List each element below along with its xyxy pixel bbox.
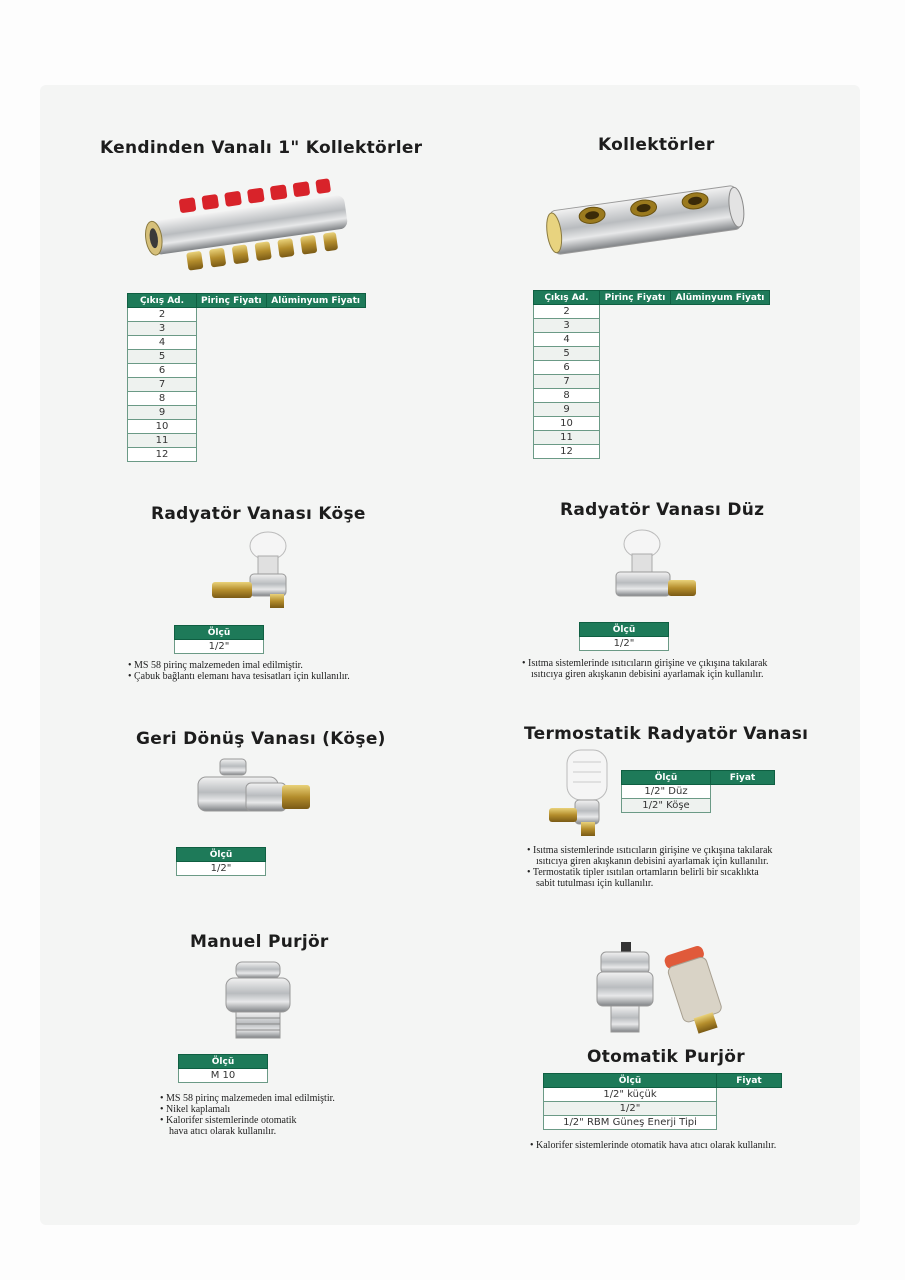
column-header-size: Ölçü — [544, 1074, 717, 1088]
table-cell-outlets: 12 — [534, 445, 600, 459]
section-title-automatic-air-vent: Otomatik Purjör — [587, 1047, 745, 1067]
valved-manifold-image — [143, 172, 353, 280]
table-cell-outlets: 2 — [534, 305, 600, 319]
section-title-manual-air-vent: Manuel Purjör — [190, 932, 329, 952]
table-cell-outlets: 9 — [534, 403, 600, 417]
column-header-size: Ölçü — [580, 623, 669, 637]
note-item: • Kalorifer sistemlerinde otomatik hava atıcı olarak kullanılır. — [530, 1140, 776, 1151]
table-cell-outlets: 7 — [534, 375, 600, 389]
table-cell-size: 1/2" — [544, 1102, 717, 1116]
table-cell-outlets: 10 — [534, 417, 600, 431]
table-cell-outlets: 8 — [534, 389, 600, 403]
table-cell-size: M 10 — [179, 1069, 268, 1083]
note-item: • Isıtma sistemlerinde ısıtıcıların girişine ve çıkışına takılarak — [522, 658, 767, 669]
note-item: • Kalorifer sistemlerinde otomatik — [160, 1115, 335, 1126]
table-cell-size: 1/2" — [177, 862, 266, 876]
table-cell-outlets: 6 — [534, 361, 600, 375]
section-title-radiator-valve-angle: Radyatör Vanası Köşe — [151, 504, 366, 524]
note-item: • Nikel kaplamalı — [160, 1104, 335, 1115]
table-cell-outlets: 11 — [534, 431, 600, 445]
note-item: • MS 58 pirinç malzemeden imal edilmiştir. — [128, 660, 350, 671]
automatic-air-vent-notes — [530, 1140, 776, 1151]
manifold-image — [545, 172, 745, 264]
return-valve-image — [196, 757, 316, 829]
table-cell-outlets: 3 — [534, 319, 600, 333]
section-title-valved-manifold: Kendinden Vanalı 1" Kollektörler — [100, 138, 423, 158]
column-header-aluminum-price: Alüminyum Fiyatı — [266, 294, 365, 308]
table-cell-outlets: 5 — [128, 350, 197, 364]
thermostatic-valve-price-table — [621, 770, 775, 813]
radiator-valve-angle-size-table — [174, 625, 264, 654]
column-header-size: Ölçü — [175, 626, 264, 640]
column-header-brass-price: Pirinç Fiyatı — [600, 291, 671, 305]
radiator-valve-angle-notes — [128, 660, 350, 682]
thermostatic-valve-image — [545, 748, 615, 840]
note-item: • Termostatik tipler ısıtılan ortamların belirli bir sıcaklıkta — [527, 867, 772, 878]
table-cell-size: 1/2" — [175, 640, 264, 654]
table-cell-outlets: 8 — [128, 392, 197, 406]
radiator-valve-straight-size-table — [579, 622, 669, 651]
column-header-outlets: Çıkış Ad. — [534, 291, 600, 305]
radiator-valve-straight-notes — [522, 658, 767, 680]
column-header-size: Ölçü — [177, 848, 266, 862]
automatic-air-vent-price-table — [543, 1073, 782, 1130]
table-cell-size: 1/2" Düz — [622, 785, 711, 799]
table-cell-outlets: 3 — [128, 322, 197, 336]
valved-manifold-price-table — [127, 293, 366, 462]
table-cell-outlets: 11 — [128, 434, 197, 448]
column-header-size: Ölçü — [179, 1055, 268, 1069]
section-title-return-valve: Geri Dönüş Vanası (Köşe) — [136, 729, 386, 749]
note-item: hava atıcı olarak kullanılır. — [169, 1126, 277, 1137]
return-valve-size-table — [176, 847, 266, 876]
column-header-aluminum-price: Alüminyum Fiyatı — [671, 291, 770, 305]
manual-air-vent-image — [222, 960, 294, 1042]
table-cell-outlets: 5 — [534, 347, 600, 361]
note-item: ısıtıcıya giren akışkanın debisini ayarlamak için kullanılır. — [536, 856, 769, 867]
table-cell-outlets: 6 — [128, 364, 197, 378]
column-header-size: Ölçü — [622, 771, 711, 785]
table-cell-outlets: 2 — [128, 308, 197, 322]
column-header-outlets: Çıkış Ad. — [128, 294, 197, 308]
table-cell-outlets: 4 — [128, 336, 197, 350]
table-cell-size: 1/2" küçük — [544, 1088, 717, 1102]
manifold-price-table — [533, 290, 770, 459]
note-item: ısıtıcıya giren akışkanın debisini ayarlamak için kullanılır. — [531, 669, 764, 680]
section-title-thermostatic-valve: Termostatik Radyatör Vanası — [524, 724, 809, 744]
radiator-valve-angle-image — [210, 530, 300, 610]
manual-air-vent-notes — [160, 1093, 335, 1137]
note-item: • Çabuk bağlantı elemanı hava tesisatları için kullanılır. — [128, 671, 350, 682]
table-cell-outlets: 4 — [534, 333, 600, 347]
manual-air-vent-size-table — [178, 1054, 268, 1083]
thermostatic-valve-notes — [527, 845, 772, 889]
table-cell-outlets: 9 — [128, 406, 197, 420]
table-cell-outlets: 12 — [128, 448, 197, 462]
section-title-manifold: Kollektörler — [598, 135, 715, 155]
note-item: sabit tutulması için kullanılır. — [536, 878, 654, 889]
table-cell-outlets: 7 — [128, 378, 197, 392]
column-header-price: Fiyat — [711, 771, 775, 785]
radiator-valve-straight-image — [612, 528, 702, 608]
automatic-air-vent-image — [587, 940, 737, 1040]
note-item: • MS 58 pirinç malzemeden imal edilmiştir. — [160, 1093, 335, 1104]
section-title-radiator-valve-straight: Radyatör Vanası Düz — [560, 500, 765, 520]
table-cell-size: 1/2" — [580, 637, 669, 651]
column-header-price: Fiyat — [717, 1074, 782, 1088]
table-cell-size: 1/2" RBM Güneş Enerji Tipi — [544, 1116, 717, 1130]
table-cell-size: 1/2" Köşe — [622, 799, 711, 813]
table-cell-outlets: 10 — [128, 420, 197, 434]
column-header-brass-price: Pirinç Fiyatı — [197, 294, 267, 308]
note-item: • Isıtma sistemlerinde ısıtıcıların girişine ve çıkışına takılarak — [527, 845, 772, 856]
